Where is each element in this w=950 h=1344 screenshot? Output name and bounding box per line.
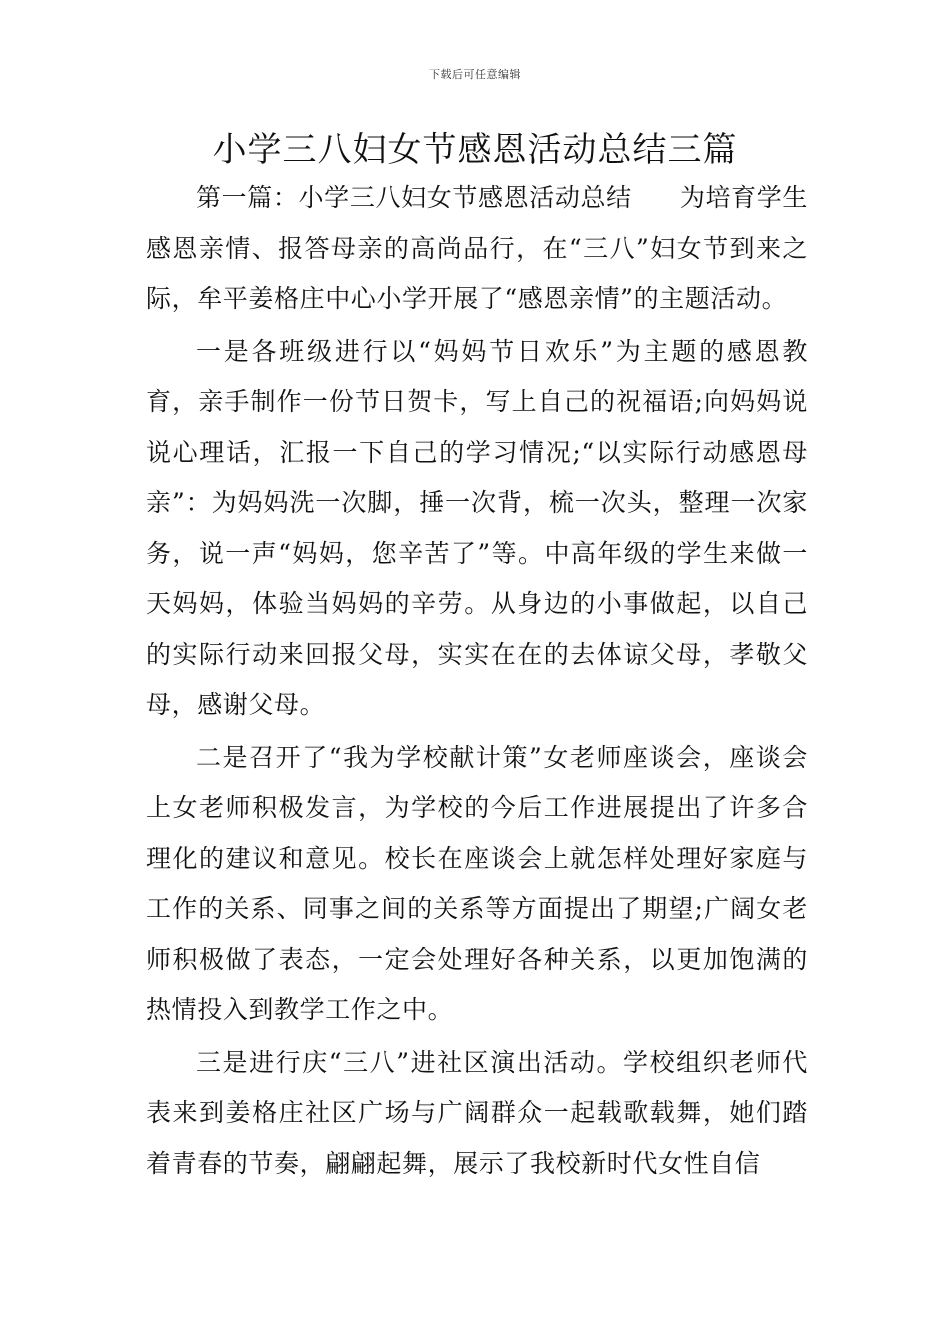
paragraph-one: 一是各班级进行以“妈妈节日欢乐”为主题的感恩教育，亲手制作一份节日贺卡，写上自己的祝福语;向妈妈说说心理话，汇报一下自己的学习情况;“以实际行动感恩母亲”：为妈妈洗一次脚，捶一次背，梳一次头，整理一次家务，说一声“妈妈，您辛苦了”等。中高年级的学生来做一天妈妈，体验当妈妈的辛劳。从身边的小事做起，以自己的实际行动来回报父母，实实在在的去体谅父母，孝敬父母，感谢父母。 xyxy=(146,336,808,719)
intro-paragraph xyxy=(146,173,808,325)
paragraph-two: 二是召开了“我为学校献计策”女老师座谈会，座谈会上女老师积极发言，为学校的今后工作进展提出了许多合理化的建议和意见。校长在座谈会上就怎样处理好家庭与工作的关系、同事之间的关系等方面提出了期望;广阔女老师积极做了表态，一定会处理好各种关系，以更加饱满的热情投入到教学工作之中。 xyxy=(146,742,808,1024)
header-note: 下载后可任意编辑 xyxy=(429,68,521,81)
intro-text: 为培育学生感恩亲情、报答母亲的高尚品行，在“三八”妇女节到来之际，牟平姜格庄中心小学开展了“感恩亲情”的主题活动。 xyxy=(146,183,808,313)
document-body xyxy=(146,173,808,1191)
paragraph-three: 三是进行庆“三八”进社区演出活动。学校组织老师代表来到姜格庄社区广场与广阔群众一起载歌载舞，她们踏着青春的节奏，翩翩起舞，展示了我校新时代女性自信 xyxy=(146,1047,808,1178)
document-title: 小学三八妇女节感恩活动总结三篇 xyxy=(212,130,738,170)
first-section-heading: 第一篇：小学三八妇女节感恩活动总结 xyxy=(196,183,632,212)
